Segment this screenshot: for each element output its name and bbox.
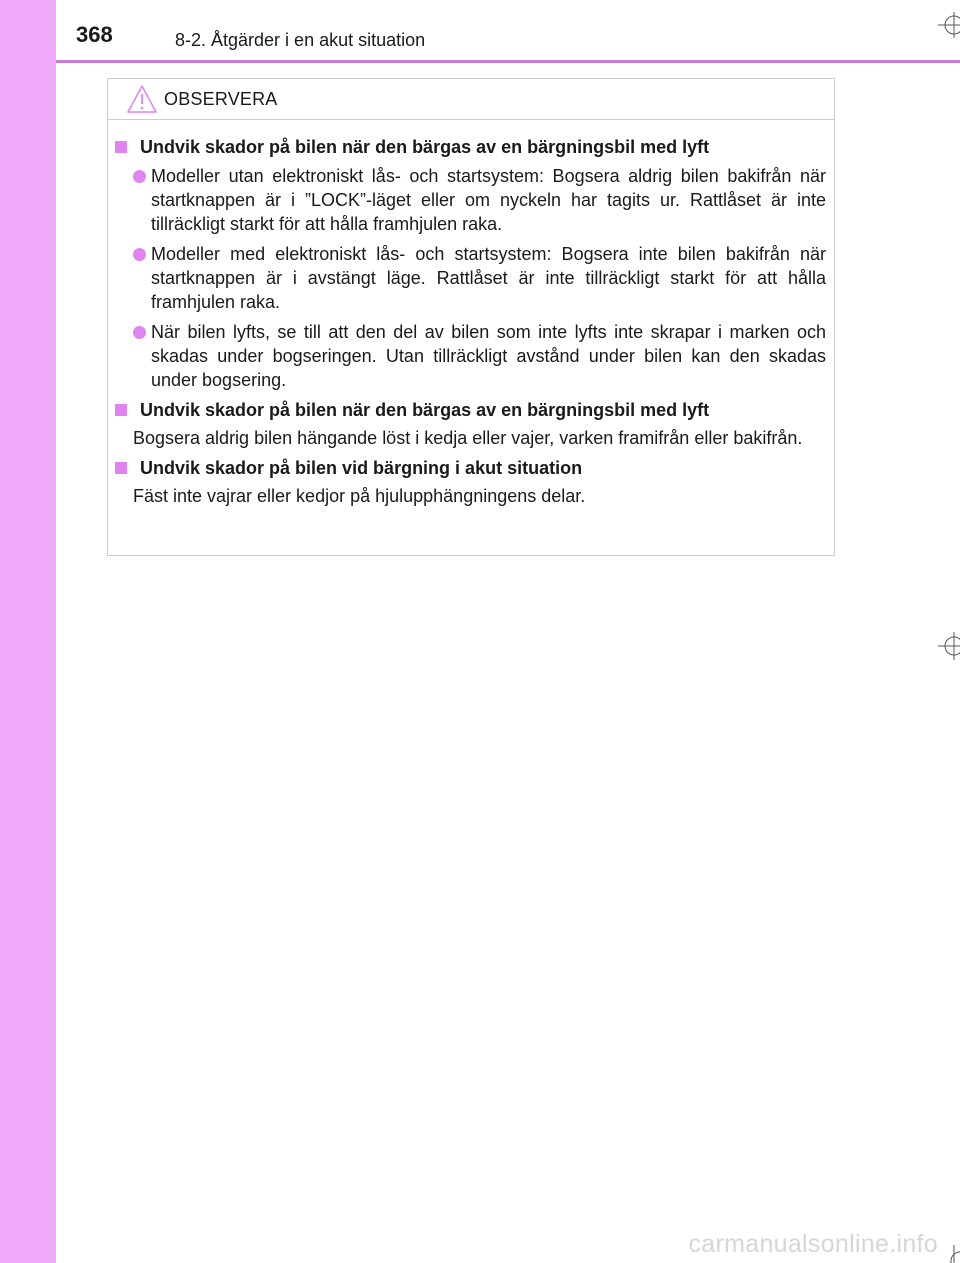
- list-item-text: Modeller med elektroniskt lås- och startsystem: Bogsera inte bilen bakifrån när startknappen är i avstängt läge. Rattlåset är inte tillräckligt starkt för att hålla framhjulen raka.: [151, 244, 826, 312]
- section-text: Fäst inte vajrar eller kedjor på hjulupphängningens delar.: [133, 486, 586, 506]
- notice-section: [108, 398, 834, 450]
- square-bullet-icon: [115, 404, 127, 416]
- list-item-text: Modeller utan elektroniskt lås- och startsystem: Bogsera aldrig bilen bakifrån när startknappen är i ”LOCK”-läget eller om nyckeln har tagits ur. Rattlåset är inte tillräckligt starkt för att hålla framhjulen raka.: [151, 166, 826, 234]
- registration-mark-icon: [938, 12, 960, 38]
- list-item: [133, 320, 826, 392]
- square-bullet-icon: [115, 141, 127, 153]
- section-text: Bogsera aldrig bilen hängande löst i kedja eller vajer, varken framifrån eller bakifrån.: [133, 428, 803, 448]
- square-bullet-icon: [115, 462, 127, 474]
- section-heading-text: Undvik skador på bilen vid bärgning i akut situation: [140, 458, 583, 478]
- warning-notice-box: [107, 78, 835, 556]
- watermark: carmanualsonline.info: [688, 1230, 938, 1258]
- registration-mark-icon: [944, 1245, 960, 1263]
- round-bullet-icon: [133, 248, 146, 261]
- section-heading-text: Undvik skador på bilen när den bärgas av en bärgningsbil med lyft: [140, 137, 710, 157]
- registration-mark-icon: [938, 632, 960, 660]
- warning-triangle-icon: [126, 84, 158, 114]
- notice-title: OBSERVERA: [164, 89, 278, 109]
- section-heading: [115, 398, 834, 422]
- list-item: [133, 164, 826, 236]
- side-color-band: [0, 0, 56, 1263]
- notice-section: [108, 135, 834, 392]
- header-rule: [56, 60, 960, 63]
- section-title: 8-2. Åtgärder i en akut situation: [175, 30, 426, 50]
- section-heading-text: Undvik skador på bilen när den bärgas av en bärgningsbil med lyft: [140, 400, 710, 420]
- round-bullet-icon: [133, 326, 146, 339]
- list-item-text: När bilen lyfts, se till att den del av bilen som inte lyfts inte skrapar i marken och skadas under bogseringen. Utan tillräckligt avstånd under bilen kan den skadas under bogsering.: [151, 322, 826, 390]
- page-number: 368: [76, 22, 113, 47]
- list-item: [133, 242, 826, 314]
- notice-section: [108, 456, 834, 508]
- section-heading: [115, 456, 834, 480]
- section-heading: [115, 135, 834, 159]
- notice-header: [108, 79, 834, 120]
- round-bullet-icon: [133, 170, 146, 183]
- notice-body: [108, 135, 834, 508]
